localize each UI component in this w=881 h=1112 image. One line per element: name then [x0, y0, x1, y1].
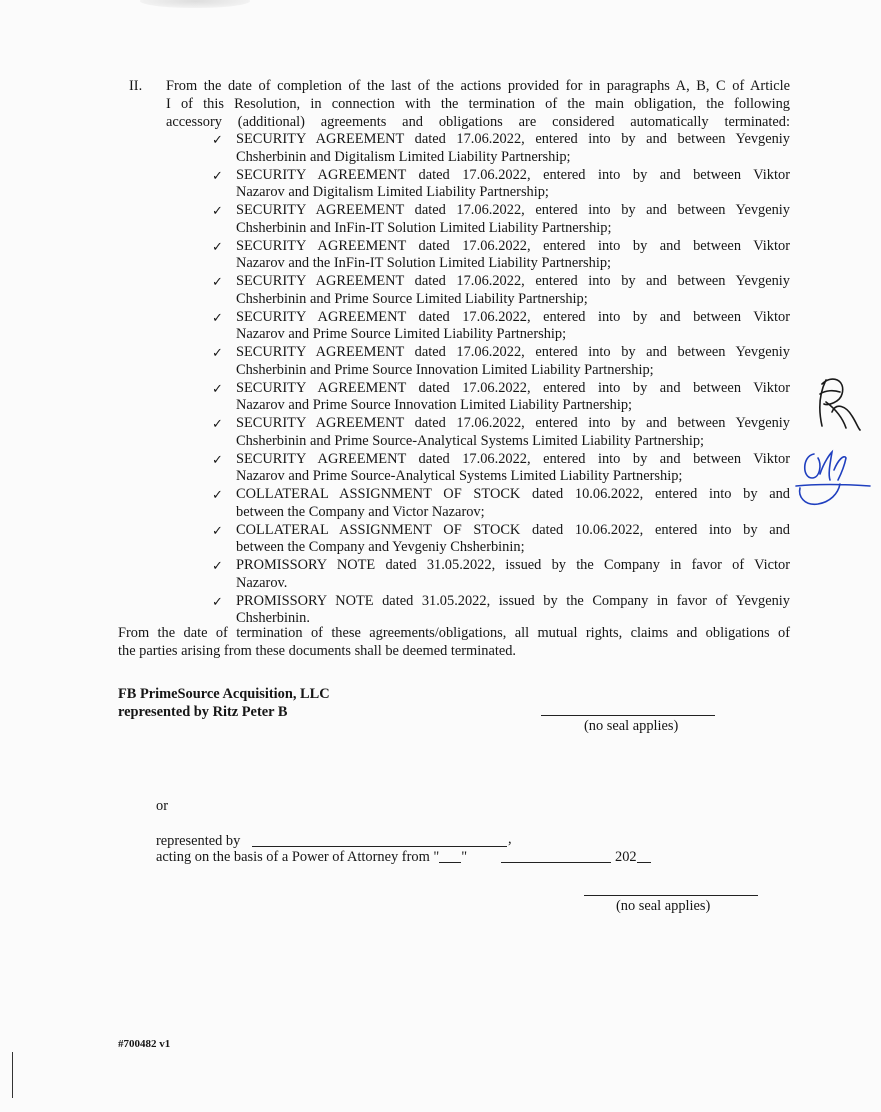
closing-line: From the date of termination of these agreements/obligations, all mutual rights, claims and obligations of — [118, 625, 790, 641]
item-line-2: between the Company and Yevgeniy Chsherbinin; — [236, 539, 525, 556]
checkmark-icon: ✓ — [212, 523, 223, 539]
year-field — [615, 849, 651, 867]
checkmark-icon: ✓ — [212, 133, 223, 148]
section-numeral: II. — [129, 78, 143, 94]
signature-line-2 — [584, 895, 758, 896]
signature-line-1 — [541, 715, 715, 716]
intro-line: I of this Resolution, in connection with the termination of the main obligation, the following — [166, 95, 790, 112]
list-item — [212, 593, 790, 629]
seal-note-2: (no seal applies) — [616, 898, 711, 914]
item-line-2: Nazarov and Digitalism Limited Liability Partnership; — [236, 184, 549, 201]
year-blank — [637, 862, 651, 863]
item-line-2: Nazarov and the InFin-IT Solution Limited Liability Partnership; — [236, 255, 612, 272]
checkmark-icon: ✓ — [212, 381, 223, 397]
list-item — [212, 522, 790, 558]
checkmark-icon: ✓ — [212, 417, 223, 432]
representative-blank — [252, 846, 507, 847]
item-line-1: SECURITY AGREEMENT dated 17.06.2022, entered into by and between Viktor — [236, 450, 790, 467]
year-prefix: 202 — [615, 849, 637, 865]
checkmark-icon: ✓ — [212, 594, 223, 610]
list-item — [212, 273, 790, 309]
day-blank — [439, 862, 461, 863]
initials-signature-blue — [794, 444, 872, 510]
alternative-or: or — [156, 798, 168, 814]
list-item — [212, 415, 790, 451]
document-number: #700482 v1 — [118, 1038, 171, 1050]
item-line-1: SECURITY AGREEMENT dated 17.06.2022, entered into by and between Viktor — [236, 308, 790, 325]
closing-line: the parties arising from these documents shall be deemed terminated. — [118, 642, 517, 659]
item-line-2: Nazarov and Prime Source Limited Liability Partnership; — [236, 326, 567, 343]
checkmark-icon: ✓ — [212, 168, 223, 184]
signatory-block — [118, 686, 330, 722]
list-item — [212, 380, 790, 416]
checkmark-icon: ✓ — [212, 204, 223, 219]
item-line-2: Nazarov. — [236, 574, 288, 591]
list-item — [212, 451, 790, 487]
closing-paragraph — [118, 625, 790, 661]
item-line-1: SECURITY AGREEMENT dated 17.06.2022, entered into by and between Yevgeniy — [236, 202, 790, 218]
margin-mark — [12, 1052, 13, 1098]
checkmark-icon: ✓ — [212, 239, 223, 255]
item-line-2: Chsherbinin and Prime Source Innovation Limited Liability Partnership; — [236, 361, 654, 378]
month-blank — [501, 862, 611, 863]
terminated-agreements-list — [212, 131, 790, 628]
item-line-1: PROMISSORY NOTE dated 31.05.2022, issued by the Company in favor of Yevgeniy — [236, 592, 790, 609]
item-line-1: COLLATERAL ASSIGNMENT OF STOCK dated 10.06.2022, entered into by and — [236, 521, 790, 538]
quote-close: " — [461, 849, 468, 865]
item-line-2: Nazarov and Prime Source-Analytical Systems Limited Liability Partnership; — [236, 468, 683, 485]
item-line-1: SECURITY AGREEMENT dated 17.06.2022, entered into by and between Yevgeniy — [236, 415, 790, 431]
checkmark-icon: ✓ — [212, 275, 223, 290]
initials-signature-black — [812, 372, 864, 434]
item-line-1: SECURITY AGREEMENT dated 17.06.2022, entered into by and between Yevgeniy — [236, 131, 790, 147]
list-item — [212, 486, 790, 522]
list-item — [212, 309, 790, 345]
item-line-1: SECURITY AGREEMENT dated 17.06.2022, entered into by and between Yevgeniy — [236, 273, 790, 289]
acting-prefix: acting on the basis of a Power of Attorney from " — [156, 849, 440, 865]
item-line-2: Chsherbinin and Prime Source Limited Liability Partnership; — [236, 290, 588, 307]
checkmark-icon: ✓ — [212, 488, 223, 503]
checkmark-icon: ✓ — [212, 310, 223, 326]
intro-line: From the date of completion of the last of the actions provided for in paragraphs A, B, C of Article — [166, 78, 790, 94]
checkmark-icon: ✓ — [212, 346, 223, 361]
intro-line: accessory (additional) agreements and obligations are considered automatically terminated: — [166, 113, 790, 130]
item-line-2: Nazarov and Prime Source Innovation Limited Liability Partnership; — [236, 397, 633, 414]
item-line-2: Chsherbinin and Prime Source-Analytical Systems Limited Liability Partnership; — [236, 432, 705, 449]
item-line-2: Chsherbinin and Digitalism Limited Liability Partnership; — [236, 148, 571, 165]
list-item — [212, 344, 790, 380]
item-line-1: SECURITY AGREEMENT dated 17.06.2022, entered into by and between Viktor — [236, 237, 790, 254]
item-line-2: between the Company and Victor Nazarov; — [236, 503, 485, 520]
company-representative: represented by Ritz Peter B — [118, 703, 288, 720]
power-of-attorney-line — [156, 849, 467, 867]
checkmark-icon: ✓ — [212, 452, 223, 468]
list-item — [212, 238, 790, 274]
list-item — [212, 131, 790, 167]
comma: , — [508, 831, 512, 847]
item-line-1: SECURITY AGREEMENT dated 17.06.2022, entered into by and between Viktor — [236, 379, 790, 396]
list-item — [212, 167, 790, 203]
item-line-1: SECURITY AGREEMENT dated 17.06.2022, entered into by and between Yevgeniy — [236, 344, 790, 360]
represented-by-label: represented by — [156, 833, 241, 849]
seal-note-1: (no seal applies) — [584, 718, 679, 734]
item-line-1: PROMISSORY NOTE dated 31.05.2022, issued by the Company in favor of Victor — [236, 557, 790, 573]
company-name: FB PrimeSource Acquisition, LLC — [118, 686, 330, 702]
item-line-2: Chsherbinin and InFin-IT Solution Limited Liability Partnership; — [236, 219, 612, 236]
checkmark-icon: ✓ — [212, 559, 223, 574]
item-line-2: Chsherbinin. — [236, 610, 310, 627]
scan-artifact — [140, 0, 250, 8]
list-item — [212, 557, 790, 593]
item-line-1: COLLATERAL ASSIGNMENT OF STOCK dated 10.06.2022, entered into by and — [236, 486, 790, 502]
list-item — [212, 202, 790, 238]
section-intro — [166, 78, 790, 131]
item-line-1: SECURITY AGREEMENT dated 17.06.2022, entered into by and between Viktor — [236, 166, 790, 183]
